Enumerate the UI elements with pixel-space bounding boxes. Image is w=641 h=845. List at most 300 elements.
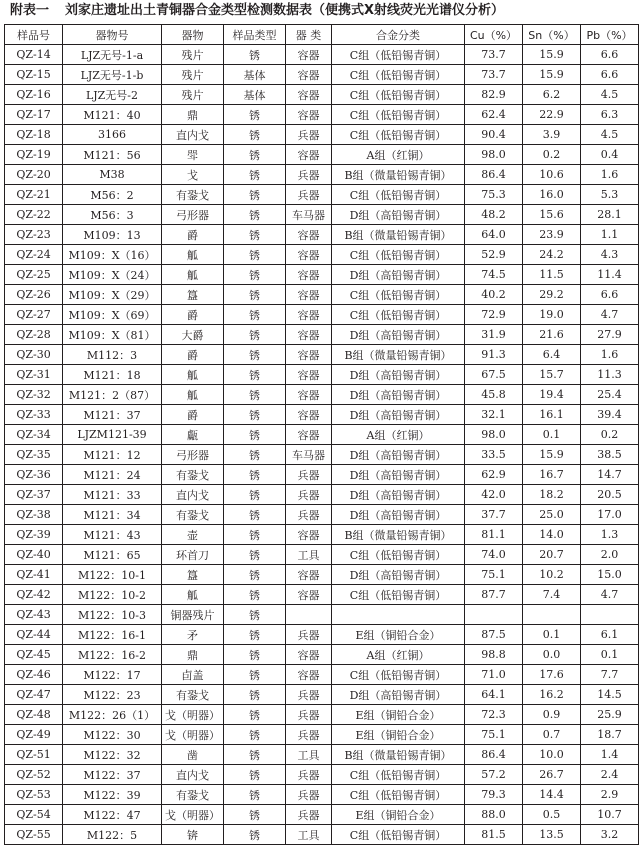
- object-id-cell: M122：10-3: [63, 605, 162, 625]
- sample-type-cell: 锈: [224, 725, 286, 745]
- category-cell: 兵器: [286, 485, 332, 505]
- table-row: [5, 345, 639, 365]
- alloy-class-cell: C组（低铅锡青铜）: [332, 285, 465, 305]
- alloy-class-cell: C组（低铅锡青铜）: [332, 45, 465, 65]
- category-cell: 容器: [286, 645, 332, 665]
- category-cell: 工具: [286, 545, 332, 565]
- alloy-class-cell: B组（微量铅锡青铜）: [332, 525, 465, 545]
- sample-type-cell: 锈: [224, 165, 286, 185]
- alloy-class-cell: C组（低铅锡青铜）: [332, 105, 465, 125]
- sample-id-cell: QZ-54: [5, 805, 63, 825]
- sample-id-cell: QZ-52: [5, 765, 63, 785]
- sample-id-cell: QZ-45: [5, 645, 63, 665]
- sn-cell: 15.9: [523, 45, 581, 65]
- table-row: [5, 245, 639, 265]
- object-cell: 戈: [162, 165, 224, 185]
- sample-type-cell: 锈: [224, 285, 286, 305]
- sample-type-cell: 锈: [224, 365, 286, 385]
- column-header-pb: Pb（%）: [581, 25, 639, 45]
- table-row: [5, 585, 639, 605]
- sn-cell: 26.7: [523, 765, 581, 785]
- category-cell: 兵器: [286, 785, 332, 805]
- object-id-cell: M122：10-1: [63, 565, 162, 585]
- table-body: [5, 45, 639, 845]
- pb-cell: 27.9: [581, 325, 639, 345]
- sn-cell: 15.9: [523, 445, 581, 465]
- object-id-cell: M122：26（1）: [63, 705, 162, 725]
- alloy-class-cell: C组（低铅锡青铜）: [332, 585, 465, 605]
- pb-cell: 15.0: [581, 565, 639, 585]
- sample-id-cell: QZ-43: [5, 605, 63, 625]
- sample-type-cell: 锈: [224, 785, 286, 805]
- alloy-class-cell: A组（红铜）: [332, 145, 465, 165]
- column-header-cu: Cu（%）: [465, 25, 523, 45]
- object-id-cell: M122：5: [63, 825, 162, 845]
- table-row: [5, 225, 639, 245]
- pb-cell: 17.0: [581, 505, 639, 525]
- sample-id-cell: QZ-18: [5, 125, 63, 145]
- table-row: [5, 705, 639, 725]
- cu-cell: 72.9: [465, 305, 523, 325]
- sample-type-cell: 锈: [224, 525, 286, 545]
- object-cell: 大爵: [162, 325, 224, 345]
- pb-cell: 25.9: [581, 705, 639, 725]
- table-row: [5, 665, 639, 685]
- object-cell: 铜器残片: [162, 605, 224, 625]
- object-cell: 环首刀: [162, 545, 224, 565]
- table-row: [5, 525, 639, 545]
- pb-cell: 4.7: [581, 585, 639, 605]
- table-row: [5, 65, 639, 85]
- alloy-class-cell: D组（高铅锡青铜）: [332, 365, 465, 385]
- sn-cell: 17.6: [523, 665, 581, 685]
- sn-cell: 16.1: [523, 405, 581, 425]
- table-row: [5, 645, 639, 665]
- object-cell: 鼎: [162, 105, 224, 125]
- table-row: [5, 825, 639, 845]
- cu-cell: 40.2: [465, 285, 523, 305]
- category-cell: 兵器: [286, 185, 332, 205]
- sample-id-cell: QZ-38: [5, 505, 63, 525]
- alloy-class-cell: C组（低铅锡青铜）: [332, 545, 465, 565]
- sample-type-cell: 锈: [224, 265, 286, 285]
- table-row: [5, 485, 639, 505]
- sample-type-cell: 锈: [224, 185, 286, 205]
- category-cell: 兵器: [286, 765, 332, 785]
- cu-cell: 37.7: [465, 505, 523, 525]
- sample-type-cell: 锈: [224, 625, 286, 645]
- sn-cell: 0.1: [523, 625, 581, 645]
- cu-cell: 82.9: [465, 85, 523, 105]
- object-id-cell: M109：X（16）: [63, 245, 162, 265]
- sample-type-cell: 锈: [224, 505, 286, 525]
- cu-cell: 57.2: [465, 765, 523, 785]
- sample-id-cell: QZ-41: [5, 565, 63, 585]
- table-row: [5, 765, 639, 785]
- table-row: [5, 185, 639, 205]
- object-cell: 残片: [162, 65, 224, 85]
- object-cell: 戈（明器）: [162, 705, 224, 725]
- category-cell: 兵器: [286, 125, 332, 145]
- pb-cell: 14.5: [581, 685, 639, 705]
- sample-type-cell: 锈: [224, 605, 286, 625]
- table-row: [5, 165, 639, 185]
- sample-id-cell: QZ-24: [5, 245, 63, 265]
- object-id-cell: M122：47: [63, 805, 162, 825]
- sample-type-cell: 锈: [224, 445, 286, 465]
- object-cell: 斝: [162, 145, 224, 165]
- sample-id-cell: QZ-25: [5, 265, 63, 285]
- category-cell: 容器: [286, 105, 332, 125]
- sample-id-cell: QZ-21: [5, 185, 63, 205]
- pb-cell: 1.6: [581, 345, 639, 365]
- sample-type-cell: 锈: [224, 805, 286, 825]
- alloy-class-cell: D组（高铅锡青铜）: [332, 325, 465, 345]
- table-row: [5, 145, 639, 165]
- cu-cell: 64.1: [465, 685, 523, 705]
- pb-cell: 1.3: [581, 525, 639, 545]
- cu-cell: 75.1: [465, 725, 523, 745]
- sample-id-cell: QZ-16: [5, 85, 63, 105]
- sample-type-cell: 锈: [224, 565, 286, 585]
- object-cell: 鼎: [162, 645, 224, 665]
- sample-id-cell: QZ-33: [5, 405, 63, 425]
- sn-cell: 25.0: [523, 505, 581, 525]
- pb-cell: 4.7: [581, 305, 639, 325]
- cu-cell: 45.8: [465, 385, 523, 405]
- sn-cell: 16.0: [523, 185, 581, 205]
- pb-cell: 39.4: [581, 405, 639, 425]
- object-cell: 爵: [162, 345, 224, 365]
- category-cell: 容器: [286, 45, 332, 65]
- sample-id-cell: QZ-20: [5, 165, 63, 185]
- alloy-class-cell: C组（低铅锡青铜）: [332, 665, 465, 685]
- alloy-class-cell: E组（铜铅合金）: [332, 625, 465, 645]
- cu-cell: 98.8: [465, 645, 523, 665]
- table-row: [5, 305, 639, 325]
- object-id-cell: M121：40: [63, 105, 162, 125]
- sn-cell: 15.7: [523, 365, 581, 385]
- sn-cell: 19.4: [523, 385, 581, 405]
- pb-cell: 3.2: [581, 825, 639, 845]
- pb-cell: 1.6: [581, 165, 639, 185]
- pb-cell: 20.5: [581, 485, 639, 505]
- sample-type-cell: 锈: [224, 105, 286, 125]
- sn-cell: 0.2: [523, 145, 581, 165]
- cu-cell: 31.9: [465, 325, 523, 345]
- object-id-cell: LJZM121-39: [63, 425, 162, 445]
- table-row: [5, 205, 639, 225]
- object-id-cell: M121：33: [63, 485, 162, 505]
- category-cell: 工具: [286, 825, 332, 845]
- pb-cell: 4.5: [581, 125, 639, 145]
- table-row: [5, 85, 639, 105]
- sample-type-cell: 锈: [224, 305, 286, 325]
- object-id-cell: M112：3: [63, 345, 162, 365]
- column-header-sample-id: 样品号: [5, 25, 63, 45]
- category-cell: 容器: [286, 585, 332, 605]
- cu-cell: 62.4: [465, 105, 523, 125]
- cu-cell: 42.0: [465, 485, 523, 505]
- cu-cell: 33.5: [465, 445, 523, 465]
- object-cell: 有銎戈: [162, 185, 224, 205]
- object-cell: 觚: [162, 365, 224, 385]
- cu-cell: 73.7: [465, 45, 523, 65]
- table-row: [5, 445, 639, 465]
- cu-cell: 74.0: [465, 545, 523, 565]
- category-cell: 兵器: [286, 805, 332, 825]
- sample-id-cell: QZ-44: [5, 625, 63, 645]
- object-id-cell: M121：65: [63, 545, 162, 565]
- category-cell: 容器: [286, 525, 332, 545]
- category-cell: 兵器: [286, 725, 332, 745]
- category-cell: 容器: [286, 265, 332, 285]
- sample-id-cell: QZ-35: [5, 445, 63, 465]
- alloy-class-cell: D组（高铅锡青铜）: [332, 565, 465, 585]
- sn-cell: 29.2: [523, 285, 581, 305]
- object-id-cell: M56：2: [63, 185, 162, 205]
- sn-cell: 24.2: [523, 245, 581, 265]
- table-row: [5, 625, 639, 645]
- cu-cell: 86.4: [465, 165, 523, 185]
- sample-id-cell: QZ-53: [5, 785, 63, 805]
- sample-type-cell: 锈: [224, 645, 286, 665]
- pb-cell: 18.7: [581, 725, 639, 745]
- category-cell: 兵器: [286, 165, 332, 185]
- sn-cell: [523, 605, 581, 625]
- category-cell: 兵器: [286, 685, 332, 705]
- table-row: [5, 365, 639, 385]
- alloy-class-cell: D组（高铅锡青铜）: [332, 505, 465, 525]
- category-cell: 容器: [286, 405, 332, 425]
- object-cell: 残片: [162, 45, 224, 65]
- object-cell: 觚: [162, 245, 224, 265]
- object-id-cell: LJZ无号-1-b: [63, 65, 162, 85]
- sn-cell: 11.5: [523, 265, 581, 285]
- sn-cell: 23.9: [523, 225, 581, 245]
- document-title: [0, 0, 641, 22]
- column-header-category: 器 类: [286, 25, 332, 45]
- table-row: [5, 545, 639, 565]
- sample-id-cell: QZ-55: [5, 825, 63, 845]
- alloy-class-cell: C组（低铅锡青铜）: [332, 825, 465, 845]
- object-cell: 觚: [162, 265, 224, 285]
- sn-cell: 21.6: [523, 325, 581, 345]
- sample-type-cell: 锈: [224, 385, 286, 405]
- sample-id-cell: QZ-22: [5, 205, 63, 225]
- object-cell: 直内戈: [162, 125, 224, 145]
- sample-type-cell: 锈: [224, 465, 286, 485]
- object-id-cell: M122：17: [63, 665, 162, 685]
- sample-id-cell: QZ-32: [5, 385, 63, 405]
- object-cell: 凿: [162, 745, 224, 765]
- alloy-class-cell: C组（低铅锡青铜）: [332, 305, 465, 325]
- category-cell: 兵器: [286, 465, 332, 485]
- alloy-class-cell: C组（低铅锡青铜）: [332, 785, 465, 805]
- object-cell: 簋: [162, 565, 224, 585]
- sn-cell: 6.2: [523, 85, 581, 105]
- cu-cell: 75.3: [465, 185, 523, 205]
- table-row: [5, 285, 639, 305]
- sample-type-cell: 锈: [224, 545, 286, 565]
- table-row: [5, 565, 639, 585]
- cu-cell: 87.5: [465, 625, 523, 645]
- object-id-cell: M109：X（29）: [63, 285, 162, 305]
- object-cell: 锛: [162, 825, 224, 845]
- pb-cell: 6.6: [581, 285, 639, 305]
- sample-id-cell: QZ-28: [5, 325, 63, 345]
- table-row: [5, 405, 639, 425]
- object-id-cell: 3166: [63, 125, 162, 145]
- cu-cell: 73.7: [465, 65, 523, 85]
- category-cell: 容器: [286, 665, 332, 685]
- table-row: [5, 45, 639, 65]
- category-cell: 容器: [286, 145, 332, 165]
- object-cell: 直内戈: [162, 485, 224, 505]
- object-cell: 有銎戈: [162, 685, 224, 705]
- sample-type-cell: 锈: [224, 485, 286, 505]
- sn-cell: 20.7: [523, 545, 581, 565]
- sample-type-cell: 锈: [224, 345, 286, 365]
- object-cell: 爵: [162, 225, 224, 245]
- object-cell: 戈（明器）: [162, 805, 224, 825]
- sample-id-cell: QZ-49: [5, 725, 63, 745]
- pb-cell: 4.3: [581, 245, 639, 265]
- table-header-row: [5, 25, 639, 45]
- pb-cell: 0.2: [581, 425, 639, 445]
- alloy-class-cell: D组（高铅锡青铜）: [332, 385, 465, 405]
- alloy-class-cell: E组（铜铅合金）: [332, 805, 465, 825]
- cu-cell: 81.1: [465, 525, 523, 545]
- category-cell: 容器: [286, 345, 332, 365]
- category-cell: 工具: [286, 745, 332, 765]
- sample-type-cell: 锈: [224, 825, 286, 845]
- cu-cell: 52.9: [465, 245, 523, 265]
- sample-id-cell: QZ-19: [5, 145, 63, 165]
- sample-type-cell: 锈: [224, 685, 286, 705]
- sample-type-cell: 锈: [224, 705, 286, 725]
- sample-type-cell: 锈: [224, 325, 286, 345]
- sn-cell: 19.0: [523, 305, 581, 325]
- alloy-class-cell: D组（高铅锡青铜）: [332, 205, 465, 225]
- sample-id-cell: QZ-34: [5, 425, 63, 445]
- sample-id-cell: QZ-17: [5, 105, 63, 125]
- category-cell: 容器: [286, 285, 332, 305]
- category-cell: 容器: [286, 325, 332, 345]
- sample-type-cell: 锈: [224, 585, 286, 605]
- object-id-cell: M109：X（69）: [63, 305, 162, 325]
- cu-cell: 32.1: [465, 405, 523, 425]
- cu-cell: 64.0: [465, 225, 523, 245]
- sn-cell: 0.1: [523, 425, 581, 445]
- sample-id-cell: QZ-46: [5, 665, 63, 685]
- object-id-cell: LJZ无号-2: [63, 85, 162, 105]
- object-cell: 残片: [162, 85, 224, 105]
- cu-cell: 90.4: [465, 125, 523, 145]
- object-cell: 觚: [162, 585, 224, 605]
- pb-cell: 7.7: [581, 665, 639, 685]
- sn-cell: 15.6: [523, 205, 581, 225]
- cu-cell: 98.0: [465, 425, 523, 445]
- object-cell: 甗: [162, 425, 224, 445]
- table-row: [5, 805, 639, 825]
- object-id-cell: M122：23: [63, 685, 162, 705]
- sample-id-cell: QZ-23: [5, 225, 63, 245]
- cu-cell: 81.5: [465, 825, 523, 845]
- pb-cell: 6.1: [581, 625, 639, 645]
- column-header-alloy-class: 合金分类: [332, 25, 465, 45]
- object-id-cell: M109：13: [63, 225, 162, 245]
- sample-id-cell: QZ-47: [5, 685, 63, 705]
- sn-cell: 10.0: [523, 745, 581, 765]
- object-id-cell: M38: [63, 165, 162, 185]
- table-row: [5, 685, 639, 705]
- pb-cell: 4.5: [581, 85, 639, 105]
- sample-id-cell: QZ-37: [5, 485, 63, 505]
- sample-id-cell: QZ-39: [5, 525, 63, 545]
- table-row: [5, 265, 639, 285]
- pb-cell: 2.0: [581, 545, 639, 565]
- object-cell: 弓形器: [162, 445, 224, 465]
- category-cell: [286, 605, 332, 625]
- object-cell: 觚: [162, 385, 224, 405]
- object-cell: 有銎戈: [162, 785, 224, 805]
- column-header-sample-type: 样品类型: [224, 25, 286, 45]
- object-id-cell: M122：37: [63, 765, 162, 785]
- sample-type-cell: 锈: [224, 425, 286, 445]
- pb-cell: 6.3: [581, 105, 639, 125]
- object-cell: 爵: [162, 305, 224, 325]
- sample-type-cell: 基体: [224, 65, 286, 85]
- sample-id-cell: QZ-14: [5, 45, 63, 65]
- pb-cell: 10.7: [581, 805, 639, 825]
- category-cell: 车马器: [286, 445, 332, 465]
- table-row: [5, 505, 639, 525]
- alloy-class-cell: D组（高铅锡青铜）: [332, 485, 465, 505]
- category-cell: 容器: [286, 305, 332, 325]
- table-caption: 刘家庄遗址出土青铜器合金类型检测数据表（便携式X射线荧光光谱仪分析）: [65, 3, 505, 18]
- object-id-cell: M122：32: [63, 745, 162, 765]
- cu-cell: 98.0: [465, 145, 523, 165]
- pb-cell: 2.9: [581, 785, 639, 805]
- sn-cell: 14.4: [523, 785, 581, 805]
- column-header-object-id: 器物号: [63, 25, 162, 45]
- sample-id-cell: QZ-40: [5, 545, 63, 565]
- category-cell: 容器: [286, 425, 332, 445]
- alloy-class-cell: E组（铜铅合金）: [332, 705, 465, 725]
- sample-type-cell: 锈: [224, 225, 286, 245]
- category-cell: 容器: [286, 565, 332, 585]
- alloy-class-cell: C组（低铅锡青铜）: [332, 185, 465, 205]
- table-row: [5, 385, 639, 405]
- pb-cell: 1.1: [581, 225, 639, 245]
- sample-type-cell: 锈: [224, 45, 286, 65]
- sn-cell: 13.5: [523, 825, 581, 845]
- object-cell: 直内戈: [162, 765, 224, 785]
- object-id-cell: M121：18: [63, 365, 162, 385]
- object-cell: 卣盖: [162, 665, 224, 685]
- object-id-cell: M122：10-2: [63, 585, 162, 605]
- pb-cell: 2.4: [581, 765, 639, 785]
- pb-cell: 14.7: [581, 465, 639, 485]
- sample-id-cell: QZ-15: [5, 65, 63, 85]
- alloy-class-cell: B组（微量铅锡青铜）: [332, 745, 465, 765]
- sample-type-cell: 基体: [224, 85, 286, 105]
- column-header-object: 器物: [162, 25, 224, 45]
- sn-cell: 0.5: [523, 805, 581, 825]
- cu-cell: 75.1: [465, 565, 523, 585]
- cu-cell: 91.3: [465, 345, 523, 365]
